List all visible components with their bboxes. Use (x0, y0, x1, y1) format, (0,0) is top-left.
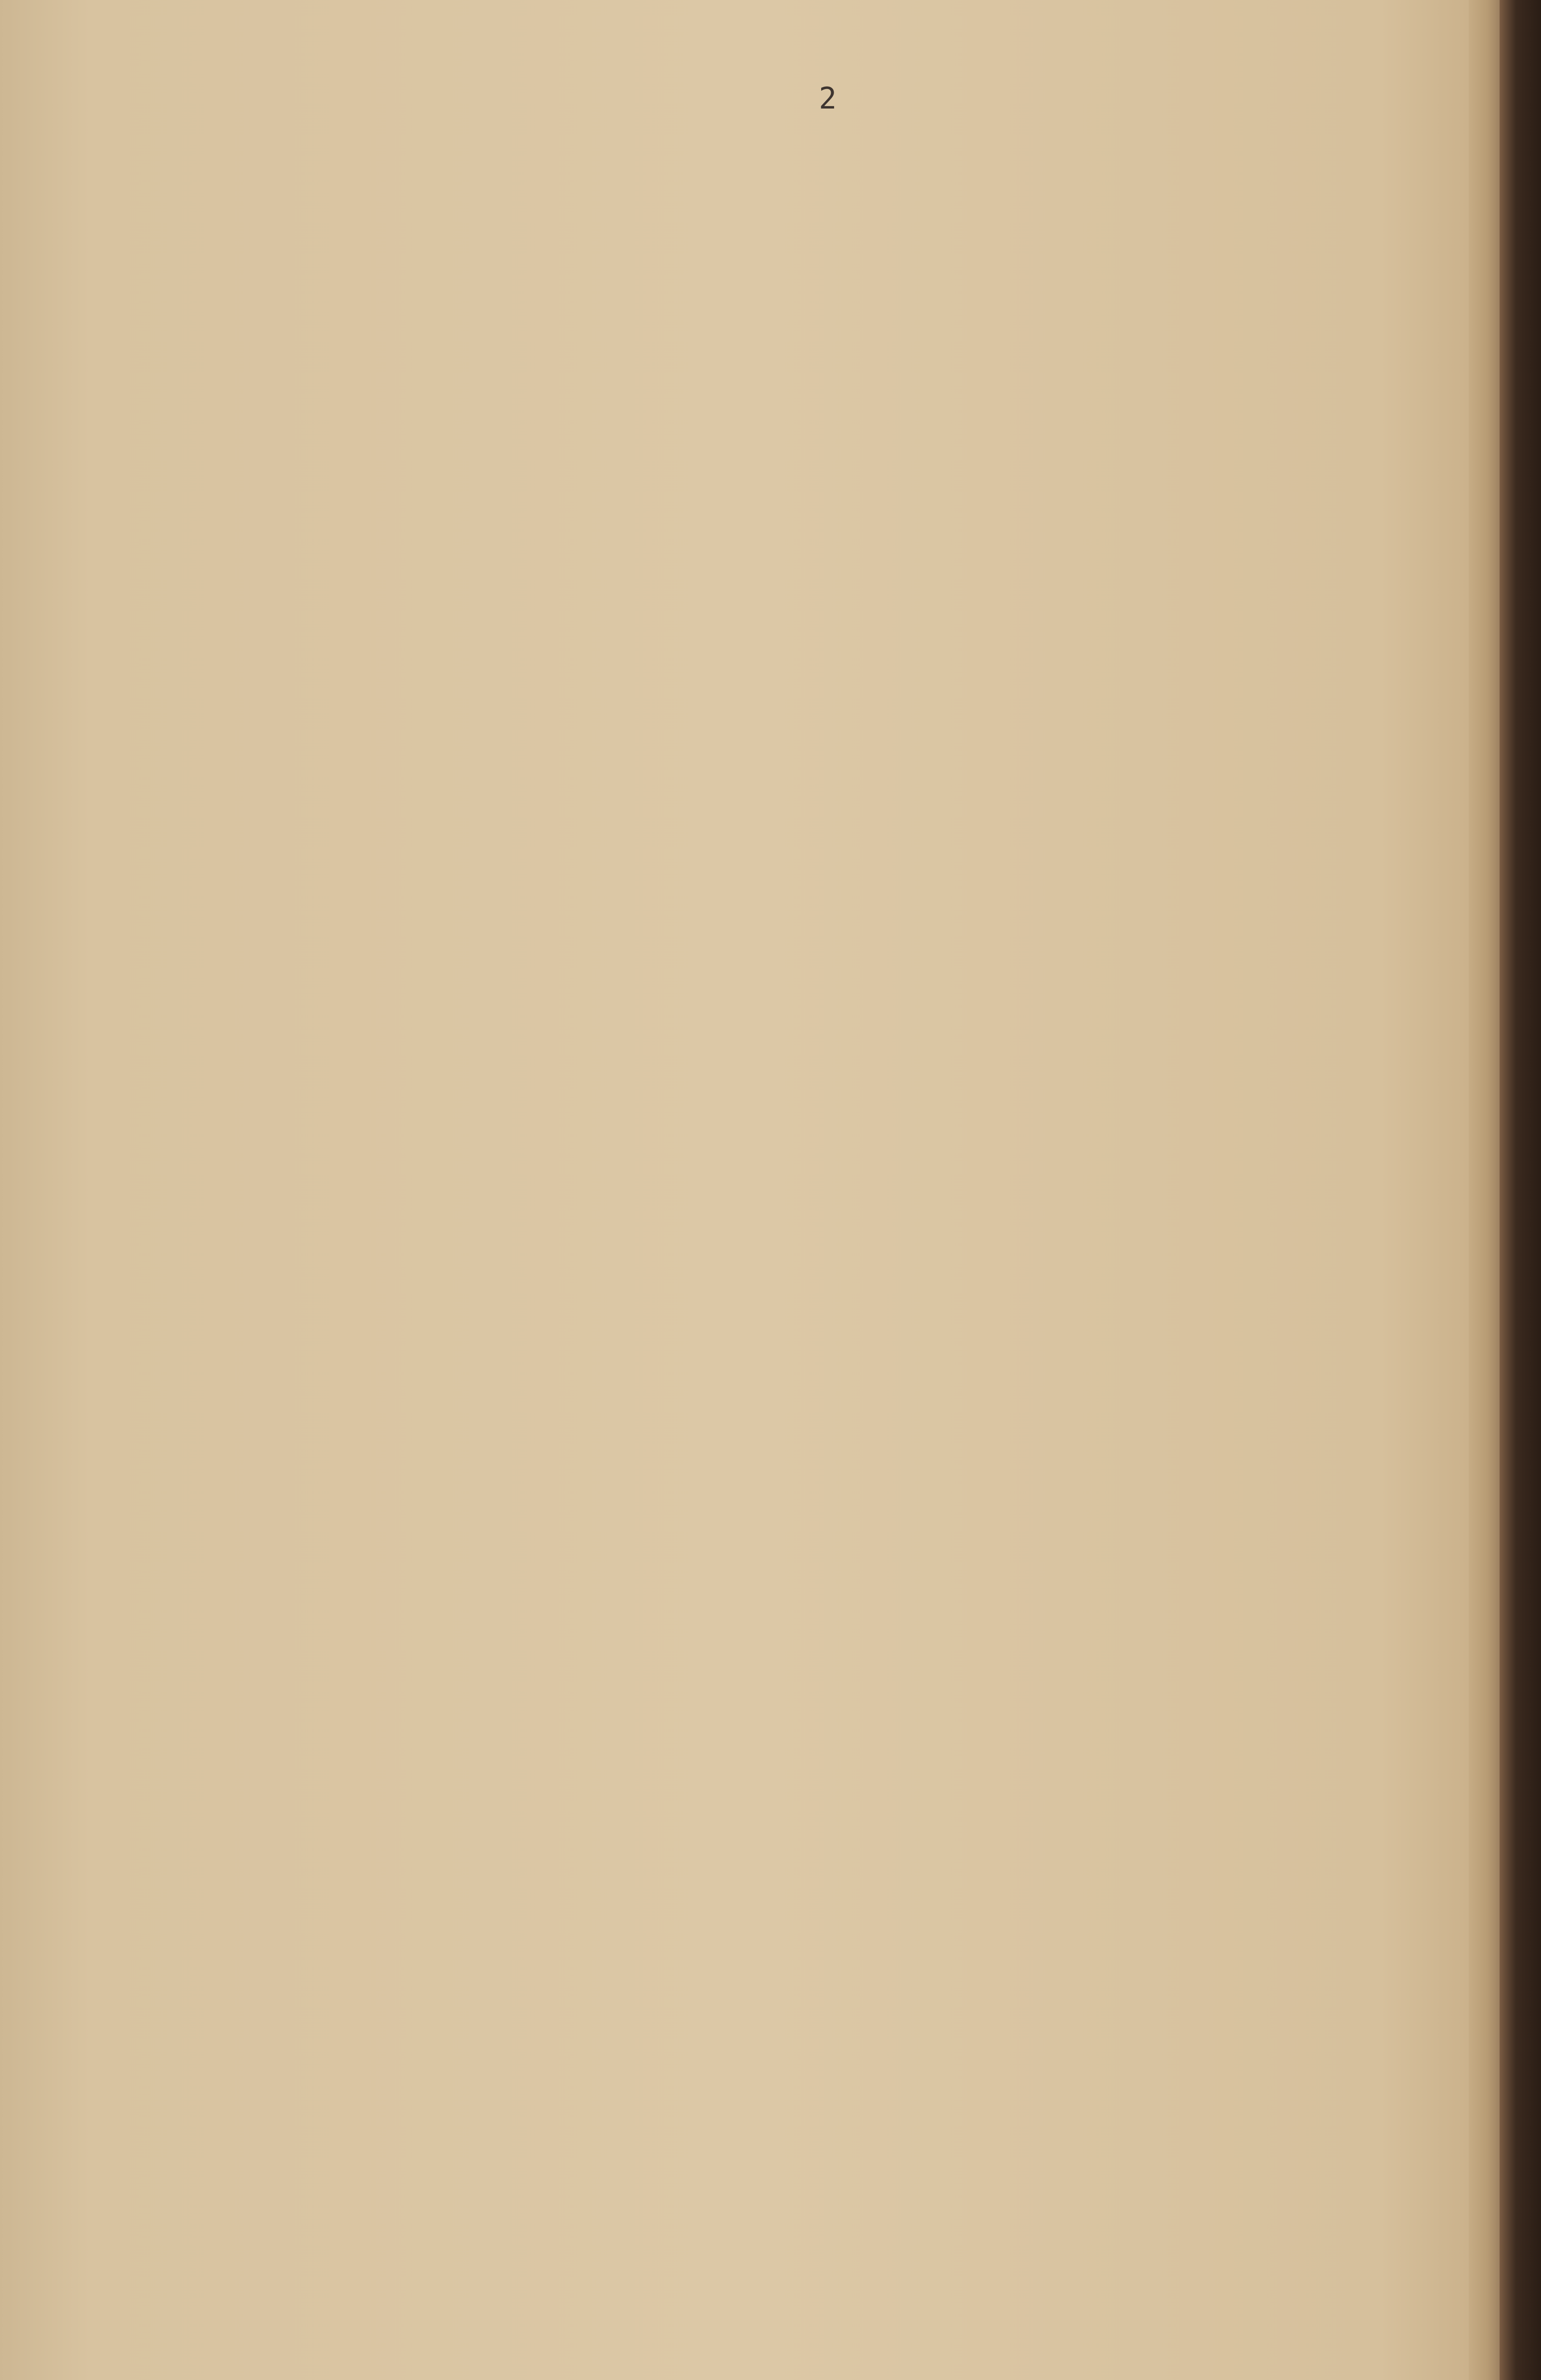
page-number: 2 (819, 81, 837, 116)
book-spine (1500, 0, 1541, 2380)
